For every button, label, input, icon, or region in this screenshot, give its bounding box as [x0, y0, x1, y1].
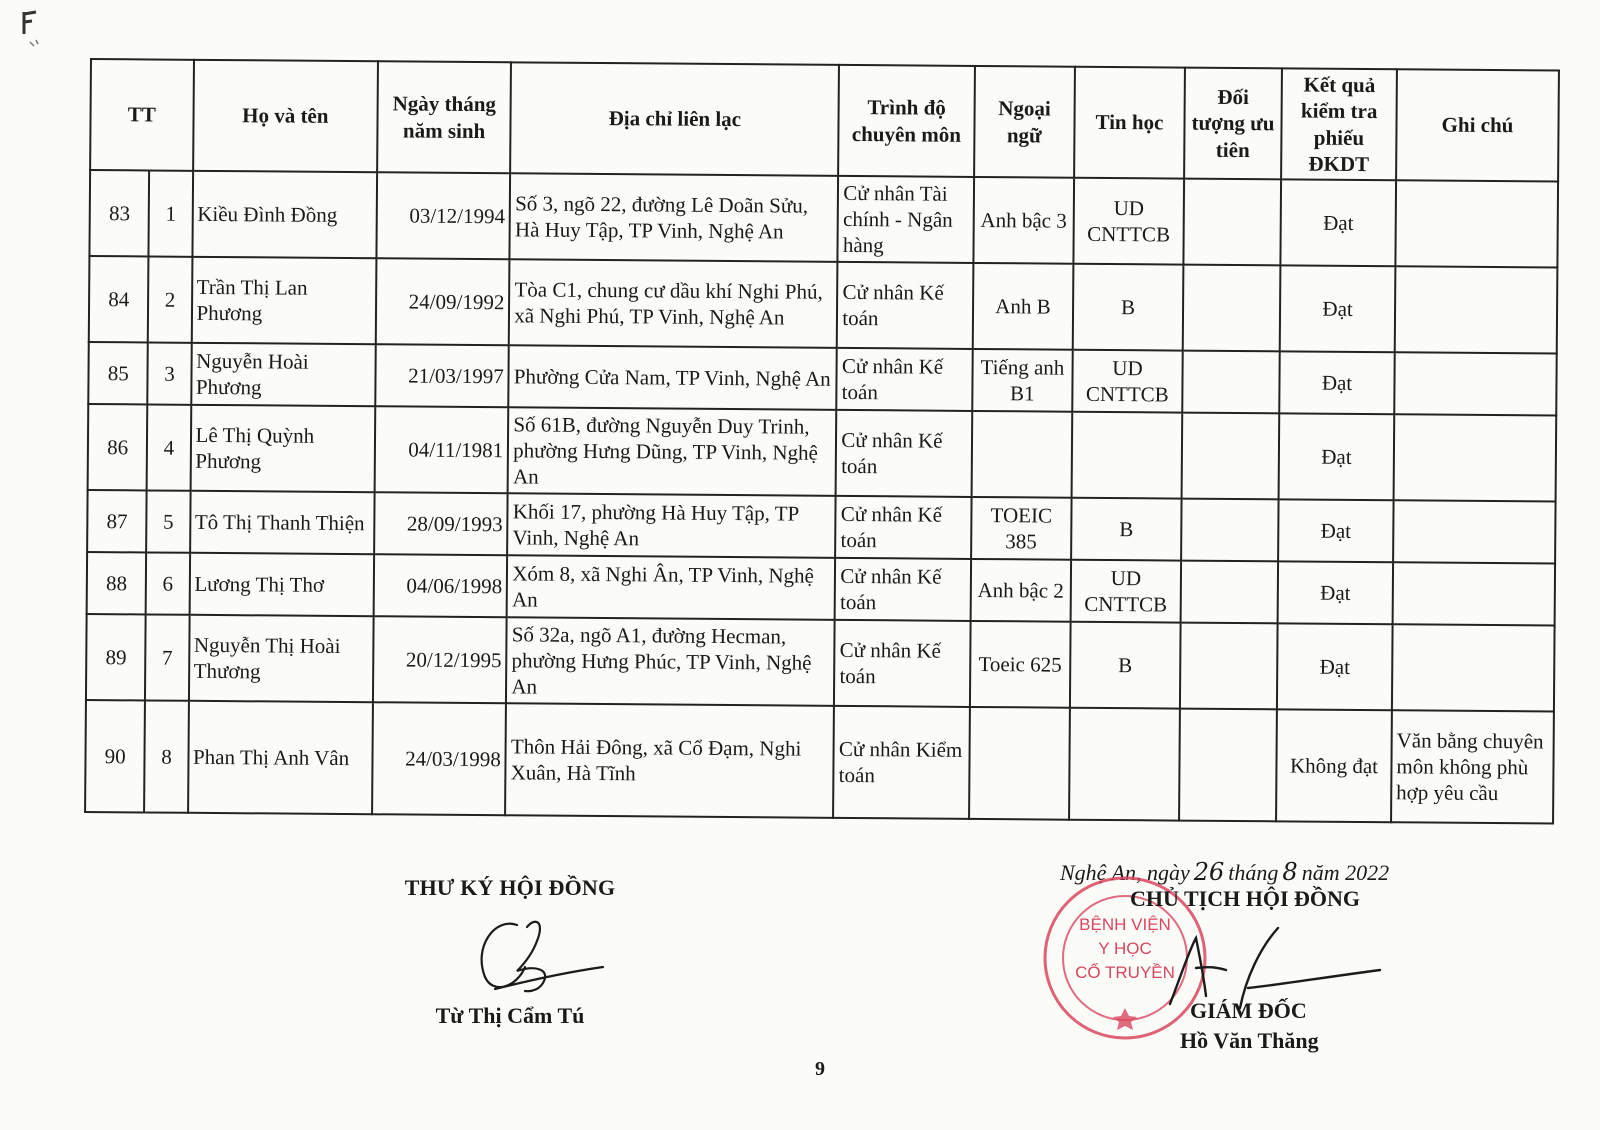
row-result: Đạt — [1278, 499, 1393, 562]
row-degree: Cử nhân Kế toán — [837, 348, 973, 411]
row-dob: 21/03/1997 — [375, 344, 509, 407]
table-row — [89, 256, 1558, 354]
row-language: Tiếng anh B1 — [972, 349, 1073, 412]
header-priority: Đối tượng ưu tiên — [1184, 68, 1282, 180]
date-month-label: tháng — [1228, 860, 1279, 885]
table-row — [88, 404, 1557, 502]
row-note — [1395, 266, 1558, 353]
row-it — [1069, 708, 1180, 821]
row-degree: Cử nhân Kế toán — [837, 262, 973, 349]
row-dob: 04/06/1998 — [374, 554, 508, 617]
row-number: 89 — [86, 614, 146, 700]
row-result: Đạt — [1280, 265, 1395, 352]
table-row — [89, 170, 1558, 268]
row-note: Văn bằng chuyên môn không phù hợp yêu cầu — [1391, 710, 1554, 823]
row-note — [1393, 562, 1556, 625]
row-priority — [1180, 561, 1278, 624]
row-name: Lương Thị Thơ — [189, 553, 374, 616]
row-result: Đạt — [1281, 179, 1396, 266]
row-note — [1395, 180, 1558, 267]
seal-line-2: Y HỌC — [1098, 939, 1152, 958]
header-degree: Trình độ chuyên môn — [838, 65, 974, 177]
table-row — [86, 614, 1555, 712]
row-it: B — [1071, 498, 1181, 561]
row-dob: 24/03/1998 — [372, 702, 506, 815]
header-dob: Ngày tháng năm sinh — [377, 61, 511, 173]
header-result: Kết quả kiểm tra phiếu ĐKDT — [1281, 68, 1397, 180]
row-name: Tô Thị Thanh Thiện — [190, 491, 375, 554]
row-sub-number: 3 — [148, 342, 192, 404]
chairman-title: CHỦ TỊCH HỘI ĐỒNG — [1130, 886, 1361, 911]
seal-line-3: CỔ TRUYỀN — [1075, 963, 1175, 982]
row-number: 90 — [85, 700, 145, 812]
row-name: Phan Thị Anh Vân — [188, 701, 373, 814]
header-name: Họ và tên — [193, 60, 378, 172]
row-address: Số 3, ngõ 22, đường Lê Doãn Sửu, Hà Huy Tập, TP Vinh, Nghệ An — [510, 173, 839, 262]
row-address: Số 61B, đường Nguyễn Duy Trinh, phường Hưng Dũng, TP Vinh, Nghệ An — [508, 407, 837, 496]
header-tt: TT — [90, 59, 193, 171]
row-sub-number: 4 — [147, 404, 191, 490]
candidate-table-wrapper — [84, 58, 1560, 825]
date-month: 8 — [1282, 858, 1298, 886]
row-name: Lê Thị Quỳnh Phương — [190, 405, 375, 492]
row-name: Nguyễn Hoài Phương — [191, 343, 376, 406]
director-title: GIÁM ĐỐC — [1190, 998, 1307, 1023]
row-priority — [1183, 265, 1281, 352]
row-address: Khối 17, phường Hà Huy Tập, TP Vinh, Nghệ An — [507, 493, 836, 558]
date-year: năm 2022 — [1301, 860, 1390, 885]
date-prefix: Nghệ An, ngày — [1060, 860, 1190, 885]
director-name: Hồ Văn Thăng — [1180, 1028, 1319, 1053]
candidate-table — [84, 58, 1560, 825]
row-priority — [1179, 709, 1277, 822]
row-sub-number: 8 — [145, 700, 189, 812]
row-name: Nguyễn Thị Hoài Thương — [188, 615, 373, 702]
row-it: B — [1073, 264, 1183, 351]
row-dob: 28/09/1993 — [374, 492, 508, 555]
header-address: Địa chỉ liên lạc — [510, 62, 839, 176]
row-result: Đạt — [1279, 413, 1394, 500]
row-note — [1394, 352, 1557, 415]
row-address: Số 32a, ngõ A1, đường Hecman, phường Hưng Phúc, TP Vinh, Nghệ An — [506, 617, 835, 706]
row-result: Đạt — [1277, 623, 1392, 710]
row-sub-number: 2 — [148, 256, 192, 342]
row-address: Thôn Hải Đông, xã Cổ Đạm, Nghi Xuân, Hà Tĩnh — [505, 703, 834, 818]
row-degree: Cử nhân Kế toán — [835, 558, 971, 621]
row-priority — [1182, 351, 1280, 414]
table-row — [87, 490, 1555, 564]
row-dob: 03/12/1994 — [376, 172, 510, 259]
row-result: Đạt — [1279, 351, 1394, 414]
table-row — [85, 700, 1554, 824]
row-number: 85 — [88, 342, 148, 404]
seal-line-1: BỆNH VIỆN — [1079, 915, 1171, 934]
date-day: 26 — [1193, 858, 1225, 886]
row-note — [1392, 624, 1555, 711]
row-number: 88 — [87, 552, 147, 614]
row-address: Phường Cửa Nam, TP Vinh, Nghệ An — [509, 345, 838, 410]
row-dob: 20/12/1995 — [373, 616, 507, 703]
row-language: Anh bậc 2 — [970, 559, 1071, 622]
header-note: Ghi chú — [1396, 69, 1559, 181]
row-note — [1394, 414, 1557, 501]
header-language: Ngoại ngữ — [974, 66, 1075, 178]
row-sub-number: 5 — [147, 490, 191, 552]
handwritten-signature-icon — [455, 907, 605, 1002]
row-language — [969, 707, 1070, 820]
row-priority — [1181, 413, 1279, 500]
row-number: 87 — [87, 490, 147, 552]
row-degree: Cử nhân Kế toán — [835, 496, 971, 559]
row-note — [1393, 500, 1556, 563]
row-sub-number: 1 — [149, 170, 193, 256]
row-result: Không đạt — [1276, 709, 1392, 822]
row-sub-number: 6 — [146, 552, 190, 614]
row-address: Xóm 8, xã Nghi Ân, TP Vinh, Nghệ An — [507, 555, 836, 620]
row-priority — [1180, 623, 1278, 710]
row-language — [971, 411, 1072, 498]
row-name: Kiều Đình Đồng — [192, 171, 377, 258]
row-dob: 24/09/1992 — [376, 258, 510, 345]
row-priority — [1183, 179, 1281, 266]
row-it: UD CNTTCB — [1071, 560, 1181, 623]
row-it: UD CNTTCB — [1072, 350, 1182, 413]
scan-artifact-icon — [18, 6, 58, 56]
row-number: 86 — [88, 404, 148, 490]
row-result: Đạt — [1278, 561, 1393, 624]
secretary-name: Từ Thị Cẩm Tú — [435, 1003, 585, 1028]
row-it: B — [1070, 622, 1180, 709]
row-degree: Cử nhân Kế toán — [834, 620, 970, 707]
row-sub-number: 7 — [145, 614, 189, 700]
secretary-title: THƯ KÝ HỘI ĐỒNG — [404, 875, 616, 900]
secretary-signature-block — [380, 875, 640, 1029]
row-degree: Cử nhân Tài chính - Ngân hàng — [838, 176, 974, 263]
table-row — [87, 552, 1555, 626]
row-address: Tòa C1, chung cư dầu khí Nghi Phú, xã Nghi Phú, TP Vinh, Nghệ An — [509, 259, 838, 348]
row-degree: Cử nhân Kế toán — [836, 410, 972, 497]
row-priority — [1181, 499, 1279, 562]
row-it — [1072, 412, 1182, 499]
row-it: UD CNTTCB — [1074, 178, 1184, 265]
row-number: 83 — [89, 170, 149, 256]
header-it: Tin học — [1074, 67, 1185, 179]
row-dob: 04/11/1981 — [375, 406, 509, 493]
table-header-row — [90, 59, 1559, 182]
row-language: Toeic 625 — [970, 621, 1071, 708]
row-degree: Cử nhân Kiểm toán — [833, 706, 969, 819]
page-number: 9 — [815, 1058, 825, 1080]
row-language: Anh B — [972, 263, 1073, 350]
row-name: Trần Thị Lan Phương — [191, 257, 376, 344]
row-language: TOEIC 385 — [971, 497, 1072, 560]
row-number: 84 — [89, 256, 149, 342]
table-row — [88, 342, 1556, 416]
row-language: Anh bậc 3 — [973, 177, 1074, 264]
